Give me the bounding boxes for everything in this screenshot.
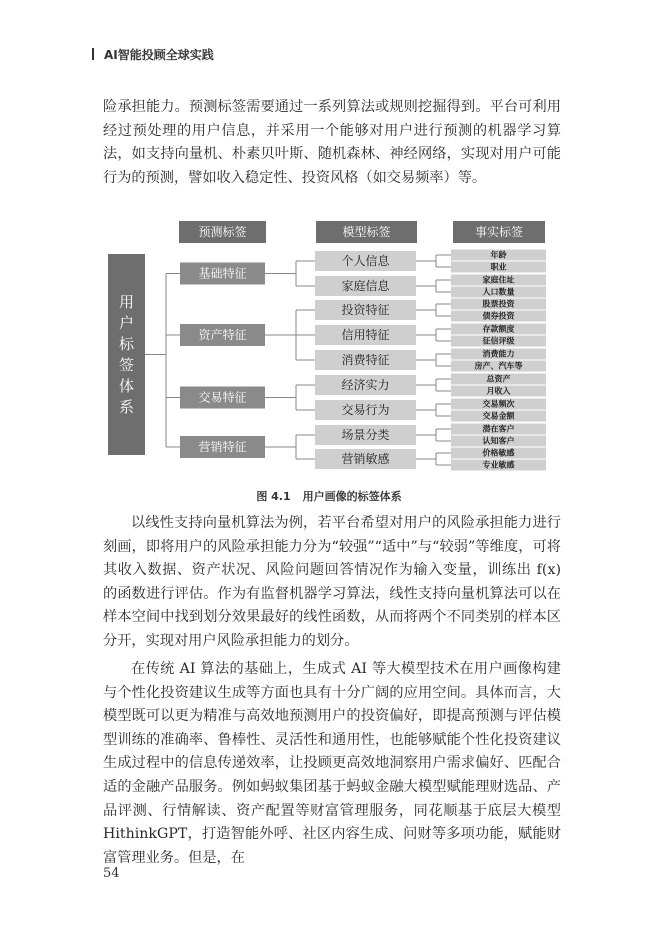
fact-tag: 人口数量 [482,287,515,297]
paragraph-3: 在传统 AI 算法的基础上，生成式 AI 等大模型技术在用户画像构建与个性化投资建议生成等方面也具有十分广阔的应用空间。具体而言，大模型既可以更为精准与高效地预测用户的投资偏好，即提高预测与评估模型训练的准确率、鲁棒性、灵活性和通用性，也能够赋能个性化投资建议生成过程中的信息传递效率，让投顾更高效地洞察用户需求偏好、匹配合适的金融产品服务。例如蚂蚁集团基于蚂蚁金融大模型赋能理财选品、产品评测、行情解读、资产配置等财富管理服务，同花顺基于底层大模型 HithinkGPT，打造智能外呼、社区内容生成、问财等多项功能，赋能财富管理业务。但是，在 [103,661,561,866]
model-tag: 投资特征 [341,303,390,317]
fact-tag: 征信评级 [482,336,515,346]
model-tag: 场景分类 [341,428,390,442]
fact-tag: 年龄 [490,250,507,260]
fact-tag: 消费能力 [482,349,515,359]
model-tag: 个人信息 [341,254,390,268]
column-header-3: 事实标签 [474,225,524,239]
root-box [108,254,145,455]
paragraph-1: 险承担能力。预测标签需要通过一系列算法或规则挖掘得到。平台可利用经过预处理的用户信息，并采用一个能够对用户进行预测的机器学习算法，如支持向量机、朴素贝叶斯、随机森林、神经网络，实现对用户可能行为的预测，譬如收入稳定性、投资风格（如交易频率）等。 [103,99,561,186]
predict-tag: 基础特征 [198,266,247,281]
figure-title: 用户画像的标签体系 [302,490,402,503]
model-tag: 交易行为 [341,403,390,417]
page-number: 54 [103,866,120,881]
fact-tag: 交易频次 [482,399,515,409]
paragraph-2: 以线性支持向量机算法为例，若平台希望对用户的风险承担能力进行刻画，即将用户的风险承担能力分为“较强”“适中”与“较弱”等维度，可将其收入数据、资产状况、风险问题回答情况作为输入变量，训练出 f(x) 的函数进行评估。作为有监督机器学习算法，线性支持向量机算法可以在样本空间中找到划分效果最好的线性函数，从而将两个不同类别的样本区分开，实现对用户风险承担能力的划分。 [103,515,561,649]
fact-tag: 交易金额 [482,411,515,421]
header-title: AI智能投顾全球实践 [104,48,214,62]
fact-tag: 职业 [490,262,507,272]
predict-tag: 交易特征 [198,390,247,405]
fact-tag: 家庭住址 [482,275,515,285]
column-header-2: 模型标签 [342,225,391,239]
fact-tag: 认知客户 [482,436,515,446]
header-bar [92,48,94,60]
fact-tag: 价格敏感 [482,448,515,458]
model-tag: 经济实力 [341,378,390,392]
figure-number: 图 4.1 [256,490,291,503]
model-tag: 营销敏感 [341,452,390,466]
fact-tag: 房产、汽车等 [474,361,523,371]
model-tag: 信用特征 [341,328,390,342]
fact-tag: 债券投资 [482,311,515,321]
fact-tag: 月收入 [486,386,511,396]
root-label: 用户标签体系 [118,293,135,416]
predict-tag: 资产特征 [198,328,247,342]
fact-tag: 总资产 [486,374,511,384]
fact-tag: 专业敏感 [482,460,515,470]
model-tag: 消费特征 [341,353,390,367]
running-header [92,46,214,63]
fact-tag: 存款额度 [482,324,515,334]
fact-tag: 股票投资 [482,299,515,309]
model-tag: 家庭信息 [341,279,390,293]
tag-system-diagram [108,213,556,475]
figure-caption [0,488,658,504]
column-header-1: 预测标签 [198,225,247,239]
fact-tag: 潜在客户 [482,424,515,434]
predict-tag: 营销特征 [198,440,247,454]
